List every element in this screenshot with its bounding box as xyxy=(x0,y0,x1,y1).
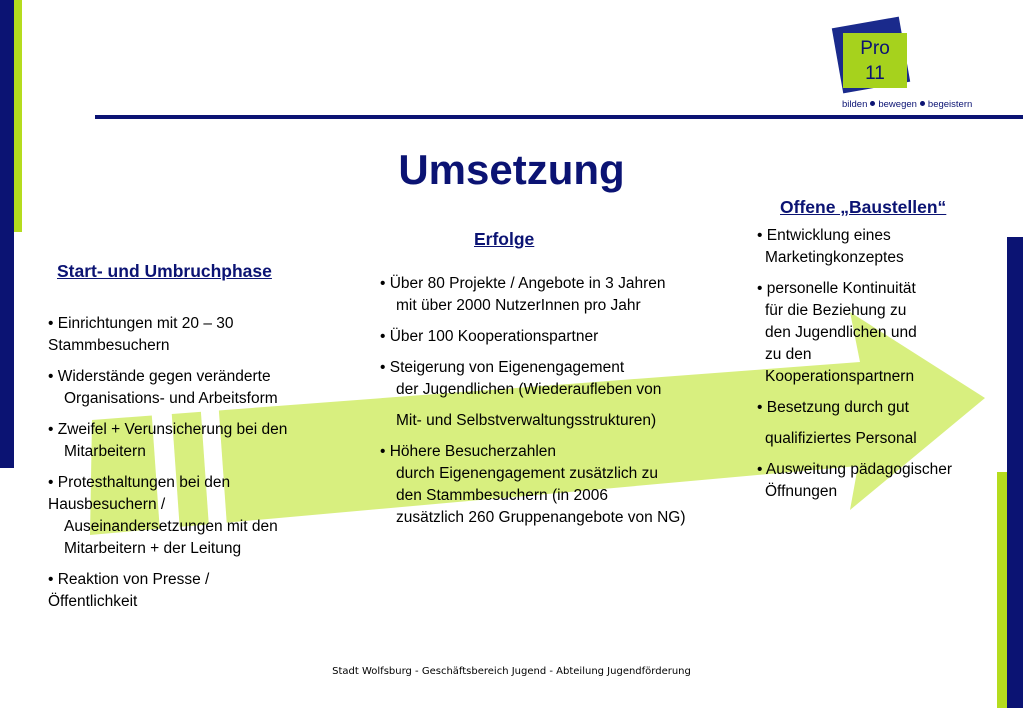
list-line: Öffentlichkeit xyxy=(48,593,138,610)
list-line: • Zweifel + Verunsicherung bei den xyxy=(48,421,288,438)
list-line: Mit- und Selbstverwaltungsstrukturen) xyxy=(396,412,657,429)
logo-line1: Pro xyxy=(860,38,890,59)
list-line: zusätzlich 260 Gruppenangebote von NG) xyxy=(396,509,686,526)
list-line: • personelle Kontinuität xyxy=(757,280,916,297)
list-line: Stammbesuchern xyxy=(48,337,170,354)
list-line: • Über 100 Kooperationspartner xyxy=(380,328,599,345)
start-heading: Start- und Umbruchphase xyxy=(57,261,272,281)
erfolge-heading: Erfolge xyxy=(474,229,535,249)
list-line: qualifiziertes Personal xyxy=(765,430,917,447)
logo-line2: 11 xyxy=(865,63,885,84)
list-item xyxy=(380,273,760,317)
list-line: • Protesthaltungen bei den xyxy=(48,474,231,491)
list-item xyxy=(757,459,1002,503)
list-item xyxy=(757,225,1002,269)
list-item xyxy=(380,357,760,432)
list-item xyxy=(48,569,348,613)
list-line: den Stammbesuchern (in 2006 xyxy=(396,487,608,504)
dot-icon xyxy=(870,101,875,106)
list-line: Marketingkonzeptes xyxy=(765,249,904,266)
list-item xyxy=(757,278,1002,388)
page-title: Umsetzung xyxy=(398,146,625,193)
list-item xyxy=(48,313,348,357)
list-line: mit über 2000 NutzerInnen pro Jahr xyxy=(396,297,641,314)
logo-tagline xyxy=(842,99,992,110)
list-item xyxy=(380,326,760,348)
baustellen-heading: Offene „Baustellen“ xyxy=(780,197,947,217)
list-line: • Steigerung von Eigenengagement xyxy=(380,359,625,376)
list-line: der Jugendlichen (Wiederaufleben von xyxy=(396,381,662,398)
list-line: • Einrichtungen mit 20 – 30 xyxy=(48,315,234,332)
erfolge-list xyxy=(380,273,760,538)
list-line: Mitarbeitern xyxy=(64,443,146,460)
list-item xyxy=(48,366,348,410)
list-line: für die Beziehung zu xyxy=(765,302,907,319)
list-line: • Widerstände gegen veränderte xyxy=(48,368,271,385)
list-line: Hausbesuchern / xyxy=(48,496,166,513)
list-line: Auseinandersetzungen mit den xyxy=(64,518,278,535)
start-list xyxy=(48,313,348,622)
baustellen-list xyxy=(757,225,1002,512)
list-line: • Höhere Besucherzahlen xyxy=(380,443,557,460)
tagline-word-2: bewegen xyxy=(878,99,917,110)
list-line: • Besetzung durch gut xyxy=(757,399,909,416)
list-line: den Jugendlichen und xyxy=(765,324,917,341)
dot-icon xyxy=(920,101,925,106)
list-line: Organisations- und Arbeitsform xyxy=(64,390,278,407)
list-line: • Über 80 Projekte / Angebote in 3 Jahren xyxy=(380,275,666,292)
list-item xyxy=(757,397,1002,450)
list-line: durch Eigenengagement zusätzlich zu xyxy=(396,465,658,482)
tagline-word-1: bilden xyxy=(842,99,868,110)
list-line: zu den xyxy=(765,346,812,363)
list-line: Kooperationspartnern xyxy=(765,368,915,385)
list-line: • Entwicklung eines xyxy=(757,227,891,244)
list-line: Mitarbeitern + der Leitung xyxy=(64,540,242,557)
footer-text: Stadt Wolfsburg - Geschäftsbereich Jugend - Abteilung Jugendförderung xyxy=(332,666,691,677)
list-item xyxy=(48,472,348,560)
logo xyxy=(843,36,907,86)
list-item xyxy=(380,441,760,529)
list-line: • Ausweitung pädagogischer xyxy=(757,461,953,478)
tagline-word-3: begeistern xyxy=(927,99,973,110)
list-item xyxy=(48,419,348,463)
list-line: Öffnungen xyxy=(765,483,838,500)
list-line: • Reaktion von Presse / xyxy=(48,571,210,588)
